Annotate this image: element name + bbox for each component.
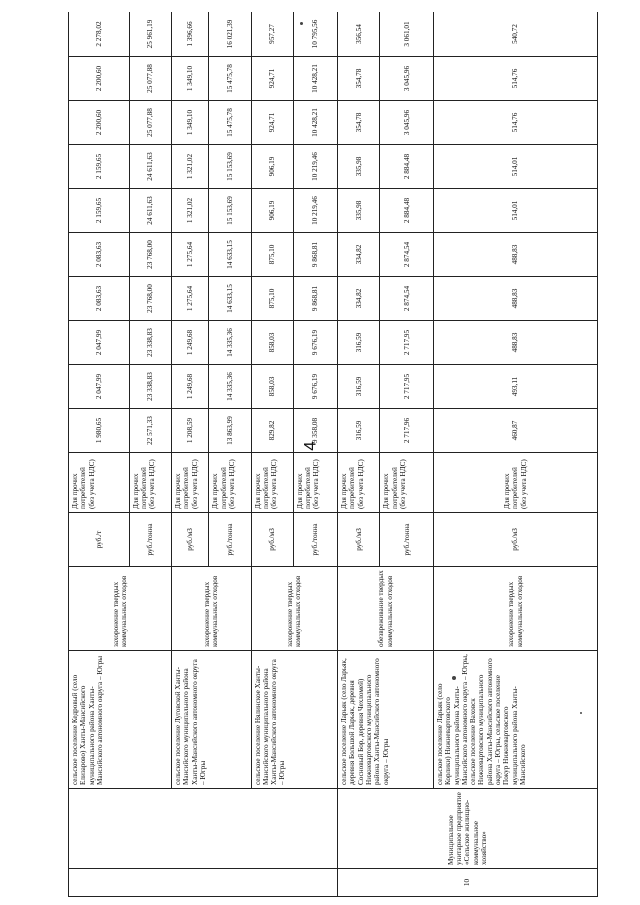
value-cell: 924,71 bbox=[251, 101, 293, 145]
value-cell: 9 676,19 bbox=[293, 365, 337, 409]
value-cell: 2 884,48 bbox=[380, 189, 434, 233]
value-cell: 3 045,96 bbox=[380, 101, 434, 145]
value-cell: 9 868,81 bbox=[293, 233, 337, 277]
value-cell: 2 159,65 bbox=[69, 189, 130, 233]
value-cell: 1 980,65 bbox=[69, 409, 130, 453]
value-cell: 829,82 bbox=[251, 409, 293, 453]
value-cell: 24 611,63 bbox=[129, 145, 171, 189]
value-cell: 1 321,02 bbox=[171, 145, 208, 189]
value-cell: 540,72 bbox=[434, 12, 598, 57]
value-cell: 23 338,83 bbox=[129, 365, 171, 409]
value-cell: 2 717,95 bbox=[380, 321, 434, 365]
value-cell: 1 249,68 bbox=[171, 321, 208, 365]
value-cell: 334,82 bbox=[338, 233, 380, 277]
value-cell: 2 884,48 bbox=[380, 145, 434, 189]
value-cell: 356,54 bbox=[338, 12, 380, 57]
value-cell: 354,78 bbox=[338, 101, 380, 145]
value-cell: 316,59 bbox=[338, 365, 380, 409]
territory-cell: сельское поселение Нялинское Ханты-Мансийского муниципального района Ханты-Мансийского автономного округа – Югры bbox=[251, 651, 338, 789]
unit-cell: руб./м3 bbox=[338, 513, 380, 567]
territory-cell: сельское поселение Луговской Ханты-Мансийского муниципального района Ханты-Мансийского автономного округа – Югры bbox=[171, 651, 251, 789]
value-cell: 493,11 bbox=[434, 365, 598, 409]
value-cell: 10 795,56 bbox=[293, 12, 337, 57]
value-cell: 514,01 bbox=[434, 189, 598, 233]
value-cell: 1 321,02 bbox=[171, 189, 208, 233]
value-cell: 488,83 bbox=[434, 233, 598, 277]
category-cell: Для прочих потребителей (без учета НДС) bbox=[293, 453, 337, 513]
service-cell: захоронение твердых коммунальных отходов bbox=[434, 567, 598, 651]
territory-cell: сельское поселение Кедровый (село Елизарово) Ханты-Мансийского муниципального района Ханты-Мансийского автономного округа – Югры bbox=[69, 651, 172, 789]
value-cell: 2 278,02 bbox=[69, 12, 130, 57]
value-cell: 25 077,88 bbox=[129, 101, 171, 145]
service-cell: захоронение твердых коммунальных отходов bbox=[251, 567, 338, 651]
page-number: 4 bbox=[300, 441, 320, 451]
tariff-table bbox=[68, 12, 598, 897]
value-cell: 23 768,00 bbox=[129, 277, 171, 321]
territory-cell: сельское поселение Ларьяк (село Ларьяк, деревня Большой Ларьяк, деревня Сосновый Бор, деревня Чехломей) Нижневартовского муниципального района Ханты-Мансийского автономного округа – Югры bbox=[338, 651, 434, 789]
value-cell: 9 358,08 bbox=[293, 409, 337, 453]
value-cell: 514,01 bbox=[434, 145, 598, 189]
value-cell: 9 676,19 bbox=[293, 321, 337, 365]
value-cell: 15 475,78 bbox=[209, 101, 251, 145]
value-cell: 1 349,10 bbox=[171, 57, 208, 101]
value-cell: 1 349,10 bbox=[171, 101, 208, 145]
value-cell: 2 047,99 bbox=[69, 321, 130, 365]
value-cell: 906,19 bbox=[251, 145, 293, 189]
unit-cell: руб./м3 bbox=[251, 513, 293, 567]
value-cell: 1 208,59 bbox=[171, 409, 208, 453]
tariff-table-container bbox=[68, 12, 598, 897]
value-cell: 335,98 bbox=[338, 145, 380, 189]
value-cell: 14 633,15 bbox=[209, 277, 251, 321]
value-cell: 316,59 bbox=[338, 321, 380, 365]
value-cell: 858,03 bbox=[251, 365, 293, 409]
scan-speck bbox=[452, 676, 456, 680]
value-cell: 488,83 bbox=[434, 321, 598, 365]
value-cell: 488,83 bbox=[434, 277, 598, 321]
value-cell: 16 021,39 bbox=[209, 12, 251, 57]
value-cell: 25 077,88 bbox=[129, 57, 171, 101]
value-cell: 2 200,60 bbox=[69, 57, 130, 101]
empty-org-cell bbox=[69, 789, 338, 869]
value-cell: 514,76 bbox=[434, 101, 598, 145]
value-cell: 335,98 bbox=[338, 189, 380, 233]
value-cell: 1 275,64 bbox=[171, 277, 208, 321]
value-cell: 10 219,46 bbox=[293, 189, 337, 233]
unit-cell: руб./тонна bbox=[129, 513, 171, 567]
value-cell: 1 275,64 bbox=[171, 233, 208, 277]
service-cell: захоронение твердых коммунальных отходов bbox=[69, 567, 172, 651]
value-cell: 2 159,65 bbox=[69, 145, 130, 189]
value-cell: 15 153,69 bbox=[209, 189, 251, 233]
unit-cell: руб./тонна bbox=[209, 513, 251, 567]
value-cell: 15 475,78 bbox=[209, 57, 251, 101]
unit-cell: руб./м3 bbox=[434, 513, 598, 567]
value-cell: 10 219,46 bbox=[293, 145, 337, 189]
value-cell: 1 249,68 bbox=[171, 365, 208, 409]
value-cell: 2 874,54 bbox=[380, 233, 434, 277]
value-cell: 957,27 bbox=[251, 12, 293, 57]
org-name-cell: Муниципальное унитарное предприятие «Сельское жилищно-коммунальное хозяйство» bbox=[338, 789, 598, 869]
org-index-cell: 10 bbox=[338, 869, 598, 897]
value-cell: 14 633,15 bbox=[209, 233, 251, 277]
value-cell: 514,76 bbox=[434, 57, 598, 101]
category-cell: Для прочих потребителей (без учета НДС) bbox=[380, 453, 434, 513]
value-cell: 13 863,99 bbox=[209, 409, 251, 453]
value-cell: 22 571,33 bbox=[129, 409, 171, 453]
category-cell: Для прочих потребителей (без учета НДС) bbox=[69, 453, 130, 513]
category-cell: Для прочих потребителей (без учета НДС) bbox=[171, 453, 208, 513]
table-row bbox=[434, 12, 598, 897]
value-cell: 858,03 bbox=[251, 321, 293, 365]
table-row bbox=[69, 12, 130, 897]
category-cell: Для прочих потребителей (без учета НДС) bbox=[129, 453, 171, 513]
category-cell: Для прочих потребителей (без учета НДС) bbox=[434, 453, 598, 513]
value-cell: 23 768,00 bbox=[129, 233, 171, 277]
value-cell: 924,71 bbox=[251, 57, 293, 101]
value-cell: 460,87 bbox=[434, 409, 598, 453]
territory-cell: сельское поселение Ларьяк (село Корлики) Нижневартовского муниципального района Ханты-Мансийского автономного округа – Югры, сельское поселение Ваховск Нижневартовского муниципального района Ханты-Мансийского автономного округа – Югры, сельское поселение Покур Нижневартовского муниципального района Ханты-Мансийского bbox=[434, 651, 598, 789]
value-cell: 25 961,19 bbox=[129, 12, 171, 57]
value-cell: 2 874,54 bbox=[380, 277, 434, 321]
value-cell: 906,19 bbox=[251, 189, 293, 233]
value-cell: 10 428,21 bbox=[293, 57, 337, 101]
value-cell: 2 200,60 bbox=[69, 101, 130, 145]
value-cell: 14 335,36 bbox=[209, 321, 251, 365]
value-cell: 2 047,99 bbox=[69, 365, 130, 409]
value-cell: 14 335,36 bbox=[209, 365, 251, 409]
category-cell: Для прочих потребителей (без учета НДС) bbox=[338, 453, 380, 513]
value-cell: 875,10 bbox=[251, 233, 293, 277]
value-cell: 316,59 bbox=[338, 409, 380, 453]
value-cell: 2 717,95 bbox=[380, 365, 434, 409]
value-cell: 24 611,63 bbox=[129, 189, 171, 233]
value-cell: 9 868,81 bbox=[293, 277, 337, 321]
value-cell: 875,10 bbox=[251, 277, 293, 321]
empty-index-cell bbox=[69, 869, 338, 897]
value-cell: 334,82 bbox=[338, 277, 380, 321]
category-cell: Для прочих потребителей (без учета НДС) bbox=[209, 453, 251, 513]
scan-speck bbox=[580, 712, 582, 714]
value-cell: 15 153,69 bbox=[209, 145, 251, 189]
table-row bbox=[251, 12, 293, 897]
service-cell: обезвреживание твердых коммунальных отходов bbox=[338, 567, 434, 651]
value-cell: 2 717,96 bbox=[380, 409, 434, 453]
unit-cell: руб./тонна bbox=[293, 513, 337, 567]
table-row bbox=[171, 12, 208, 897]
value-cell: 10 428,21 bbox=[293, 101, 337, 145]
unit-cell: руб./тонна bbox=[380, 513, 434, 567]
value-cell: 2 083,63 bbox=[69, 233, 130, 277]
unit-cell: руб./т bbox=[69, 513, 130, 567]
service-cell: захоронение твердых коммунальных отходов bbox=[171, 567, 251, 651]
value-cell: 23 338,83 bbox=[129, 321, 171, 365]
category-cell: Для прочих потребителей (без учета НДС) bbox=[251, 453, 293, 513]
table-row bbox=[338, 12, 380, 897]
scan-speck bbox=[300, 22, 303, 25]
value-cell: 2 083,63 bbox=[69, 277, 130, 321]
value-cell: 1 396,66 bbox=[171, 12, 208, 57]
value-cell: 354,78 bbox=[338, 57, 380, 101]
value-cell: 3 045,96 bbox=[380, 57, 434, 101]
unit-cell: руб./м3 bbox=[171, 513, 208, 567]
value-cell: 3 061,01 bbox=[380, 12, 434, 57]
